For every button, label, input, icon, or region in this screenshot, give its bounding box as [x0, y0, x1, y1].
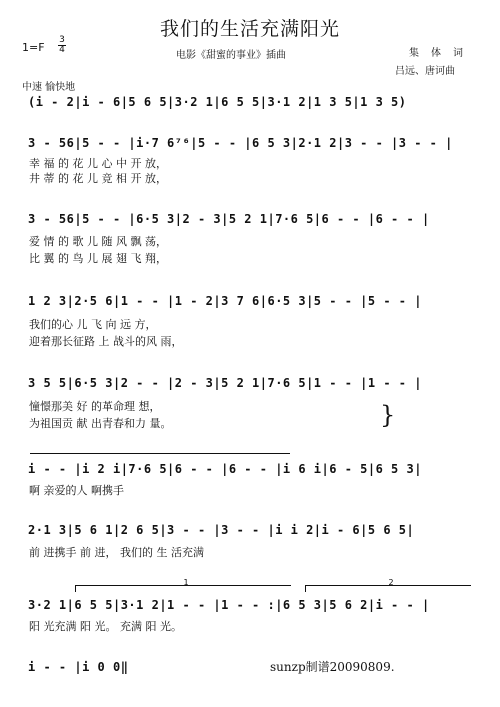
volta-label-1: 1 [183, 578, 189, 587]
lyricist-credit: 集体词 [409, 48, 475, 59]
volta-bracket-1 [75, 578, 291, 592]
lyric-line-6: 啊 亲爱的人 啊携手 [29, 484, 124, 497]
notation-line-4: 1 2 3|2·5 6|1 - - |1 - 2|3 7 6|6·5 3|5 - - |5 - - | [28, 294, 422, 308]
lyric-line-8: 阳 光充满 阳 光。 充满 阳 光。 [29, 620, 182, 633]
song-subtitle: 电影《甜蜜的事业》插曲 [176, 50, 286, 61]
lyric-line-5b: 为祖国贡 献 出青春和力 量。 [29, 417, 172, 430]
lyric-line-3a: 爱 情 的 歌 儿 随 风 飘 荡， [29, 235, 167, 248]
notation-line-6: i - - |i 2 i|7·6 5|6 - - |6 - - |i 6 i|6 - 5|6 5 3| [28, 462, 422, 476]
notation-line-5: 3 5 5|6·5 3|2 - - |2 - 3|5 2 1|7·6 5|1 - - |1 - - | [28, 376, 422, 390]
notation-line-7: 2·1 3|5 6 1|2 6 5|3 - - |3 - - |i i 2|i - 6|5 6 5| [28, 523, 415, 537]
lyric-line-7: 前 进携手 前 进， 我们的 生 活充满 [29, 546, 204, 559]
notation-line-8: 3·2 1|6 5 5|3·1 2|1 - - |1 - - :|6 5 3|5 6 2|i - - | [28, 598, 430, 612]
notation-line-1: (i - 2|i - 6|5 6 5|3·2 1|6 5 5|3·1 2|1 3 5|1 3 5) [28, 95, 407, 109]
lyric-line-2a: 幸 福 的 花 儿 心 中 开 放， [29, 157, 167, 170]
time-signature [58, 36, 66, 55]
lyric-line-4b: 迎着那长征路 上 战斗的风 雨， [29, 335, 183, 348]
lyric-line-5a: 憧憬那美 好 的革命理 想， [29, 400, 161, 413]
transcriber-signature: sunzp制谱20090809. [270, 660, 395, 674]
lyric-line-3b: 比 翼 的 鸟 儿 展 翅 飞 翔， [29, 252, 167, 265]
lyric-line-2b: 井 蒂 的 花 儿 竞 相 开 放， [29, 172, 167, 185]
lyric-line-4a: 我们的心 儿 飞 向 远 方， [29, 318, 157, 331]
song-title: 我们的生活充满阳光 [159, 18, 340, 40]
notation-line-3: 3 - 56|5 - - |6·5 3|2 - 3|5 2 1|7·6 5|6 - - |6 - - | [28, 212, 430, 226]
slur-line [30, 453, 290, 454]
volta-label-2: 2 [388, 578, 394, 587]
notation-line-2: 3 - 56|5 - - |i·7 6⁷⁶|5 - - |6 5 3|2·1 2|3 - - |3 - - | [28, 136, 453, 150]
notation-line-9: i - - |i 0 0‖ [28, 660, 129, 674]
meter-bottom: 4 [59, 45, 65, 55]
tempo-marking: 中速 愉快地 [22, 82, 76, 93]
meter-top: 3 [59, 35, 65, 45]
composer-credit: 吕远、唐诃曲 [395, 66, 455, 77]
volta-bracket-2 [305, 578, 471, 592]
verse-brace: } [380, 401, 396, 429]
key-signature: 1=F [22, 41, 45, 54]
